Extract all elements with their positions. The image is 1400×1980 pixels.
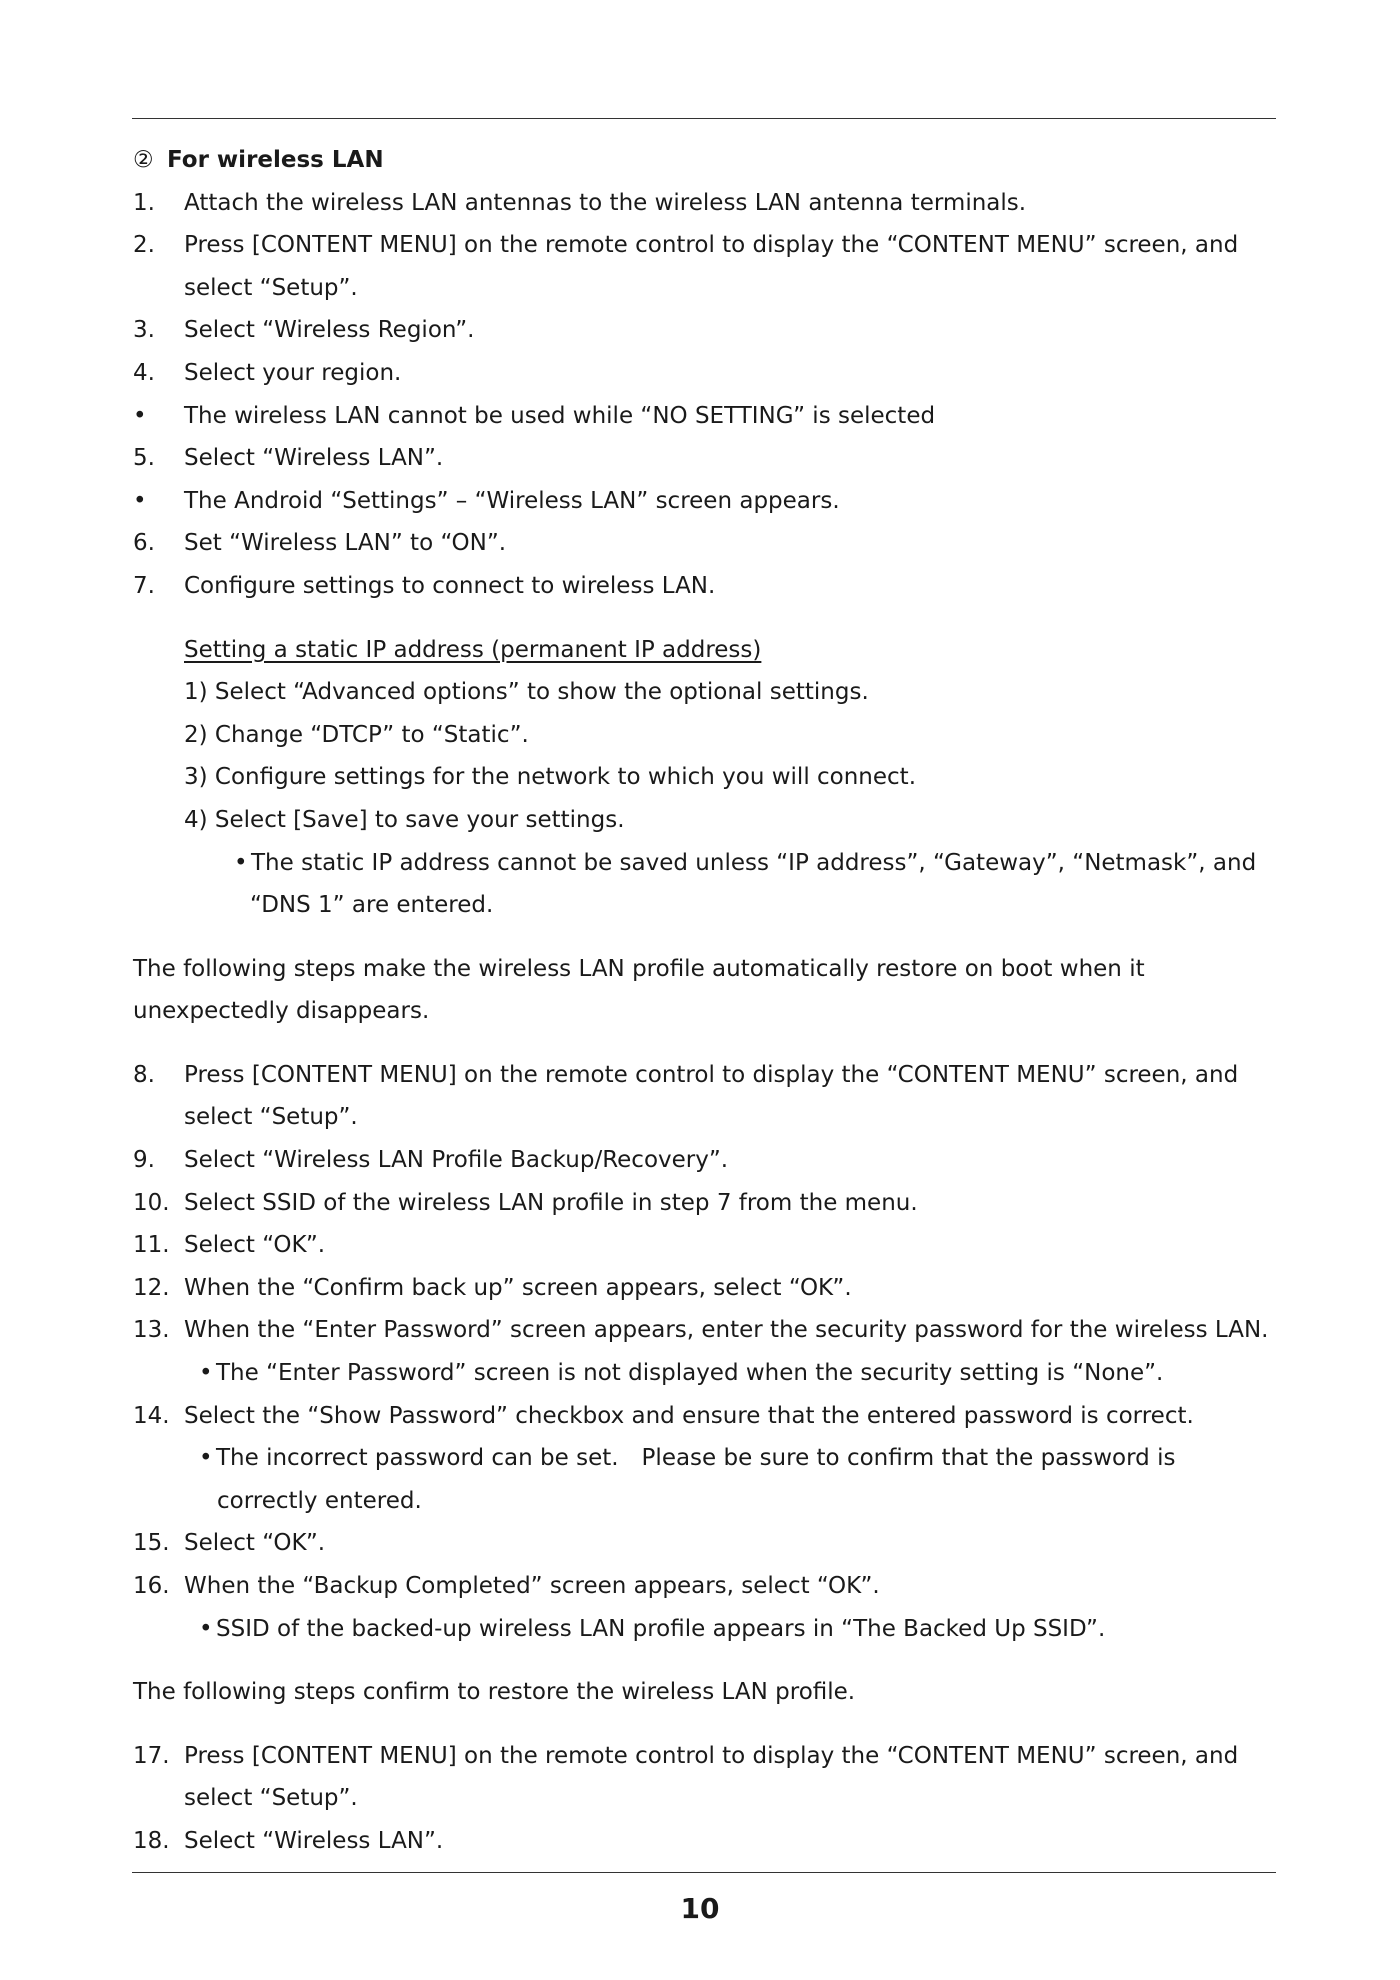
step-number: 17. [133,1742,170,1769]
note-text: The “Enter Password” screen is not displayed when the security setting is “None”. [216,1360,1164,1387]
step-14-note-continued [133,1480,1279,1523]
step-11 [133,1224,1279,1267]
spacer [133,608,1279,629]
section-mark: ② [133,147,154,173]
step-text: select “Setup”. [184,1785,358,1812]
step-text: Configure settings to connect to wireless LAN. [184,572,716,599]
step-text: Select “OK”. [184,1530,326,1557]
step-9 [133,1139,1279,1182]
step-number: 13. [133,1317,170,1344]
step-number: 12. [133,1274,170,1301]
footer-rule [132,1872,1276,1873]
note-text: correctly entered. [217,1487,422,1514]
step-text: Select “OK”. [184,1232,326,1259]
static-ip-item-3 [133,756,1279,799]
step-text: Select your region. [184,359,402,386]
bullet: • [199,1360,213,1387]
static-ip-item-text: 2) Change “DTCP” to “Static”. [184,721,529,748]
step-text: Select “Wireless LAN”. [184,1827,444,1854]
step-number: 15. [133,1530,170,1557]
step-4 [133,352,1279,395]
step-14 [133,1395,1279,1438]
step-number: 5. [133,445,155,472]
step-text: When the “Backup Completed” screen appears, select “OK”. [184,1573,880,1599]
step-number: 8. [133,1061,155,1088]
step-number: 10. [133,1189,170,1216]
static-ip-item-text: 4) Select [Save] to save your settings. [184,806,625,833]
step-text: Press [CONTENT MENU] on the remote control to display the “CONTENT MENU” screen, and [184,1742,1239,1769]
step-18 [133,1820,1279,1863]
step-number: 1. [133,189,155,216]
step-number: 7. [133,572,155,599]
step-text: Set “Wireless LAN” to “ON”. [184,530,507,557]
static-ip-heading-text: Setting a static IP address (permanent IP address) [184,636,762,663]
step-4-note [133,395,1279,438]
paragraph-text: unexpectedly disappears. [133,998,430,1025]
step-8-continued [133,1096,1279,1139]
step-number: 16. [133,1573,170,1599]
bullet: • [199,1445,213,1472]
step-13-note [133,1352,1279,1395]
bullet: • [199,1615,213,1642]
step-12 [133,1267,1279,1310]
step-text: Select “Wireless LAN Profile Backup/Recovery”. [184,1147,729,1174]
static-ip-heading [133,629,1279,672]
spacer [133,1033,1279,1054]
step-6 [133,522,1279,565]
step-number: 18. [133,1827,170,1854]
step-text: Press [CONTENT MENU] on the remote control to display the “CONTENT MENU” screen, and [184,232,1239,259]
spacer [133,1650,1279,1671]
step-14-note [133,1437,1279,1480]
static-ip-item-4 [133,799,1279,842]
step-1 [133,182,1279,225]
step-17-continued [133,1777,1279,1820]
static-ip-item-text: 1) Select “Advanced options” to show the optional settings. [184,679,869,706]
section-title-text: For wireless LAN [167,147,384,173]
paragraph-restore-intro-continued [133,990,1279,1033]
step-text: Select SSID of the wireless LAN profile in step 7 from the menu. [184,1189,918,1216]
paragraph-restore-intro [133,948,1279,991]
step-text: When the “Confirm back up” screen appears, select “OK”. [184,1274,852,1301]
note-text: The Android “Settings” – “Wireless LAN” screen appears. [184,487,840,514]
static-ip-note-continued [133,884,1279,927]
paragraph-confirm-intro [133,1671,1279,1714]
bullet: • [133,487,147,514]
static-ip-item-1 [133,671,1279,714]
static-ip-item-2 [133,714,1279,757]
step-8 [133,1054,1279,1097]
note-text: The wireless LAN cannot be used while “NO SETTING” is selected [184,402,936,429]
section-title [133,139,1279,182]
step-text: Select the “Show Password” checkbox and ensure that the entered password is correct. [184,1402,1194,1429]
step-text: select “Setup”. [184,274,358,301]
static-ip-item-text: 3) Configure settings for the network to which you will connect. [184,764,917,791]
static-ip-note [133,842,1279,885]
step-13 [133,1309,1279,1352]
page-number: 10 [680,1892,720,1925]
note-text: The incorrect password can be set. Please be sure to confirm that the password is [216,1445,1176,1472]
step-17 [133,1735,1279,1778]
step-5-note [133,480,1279,523]
document-body [133,139,1279,1863]
step-number: 2. [133,232,155,259]
bullet: • [234,849,248,876]
step-number: 11. [133,1232,170,1259]
step-number: 9. [133,1147,155,1174]
step-number: 14. [133,1402,170,1429]
step-7 [133,565,1279,608]
step-text: Press [CONTENT MENU] on the remote control to display the “CONTENT MENU” screen, and [184,1061,1239,1088]
paragraph-text: The following steps make the wireless LAN profile automatically restore on boot when it [133,955,1145,982]
step-text: Attach the wireless LAN antennas to the wireless LAN antenna terminals. [184,189,1027,216]
step-16-note [133,1608,1279,1651]
step-text: When the “Enter Password” screen appears, enter the security password for the wireless LAN. [184,1317,1269,1344]
step-text: Select “Wireless Region”. [184,317,475,344]
paragraph-text: The following steps confirm to restore the wireless LAN profile. [133,1679,856,1706]
step-number: 6. [133,530,155,557]
step-2-continued [133,267,1279,310]
step-number: 3. [133,317,155,344]
bullet: • [133,402,147,429]
note-text: SSID of the backed-up wireless LAN profile appears in “The Backed Up SSID”. [216,1615,1106,1642]
note-text: “DNS 1” are entered. [250,892,494,919]
step-15 [133,1522,1279,1565]
note-text: The static IP address cannot be saved unless “IP address”, “Gateway”, “Netmask”, and [251,849,1257,876]
step-5 [133,437,1279,480]
step-text: Select “Wireless LAN”. [184,445,444,472]
step-number: 4. [133,359,155,386]
step-2 [133,224,1279,267]
step-10 [133,1182,1279,1225]
step-3 [133,309,1279,352]
spacer [133,927,1279,948]
spacer [133,1714,1279,1735]
step-text: select “Setup”. [184,1104,358,1131]
step-16 [133,1565,1279,1608]
header-rule [132,118,1276,119]
